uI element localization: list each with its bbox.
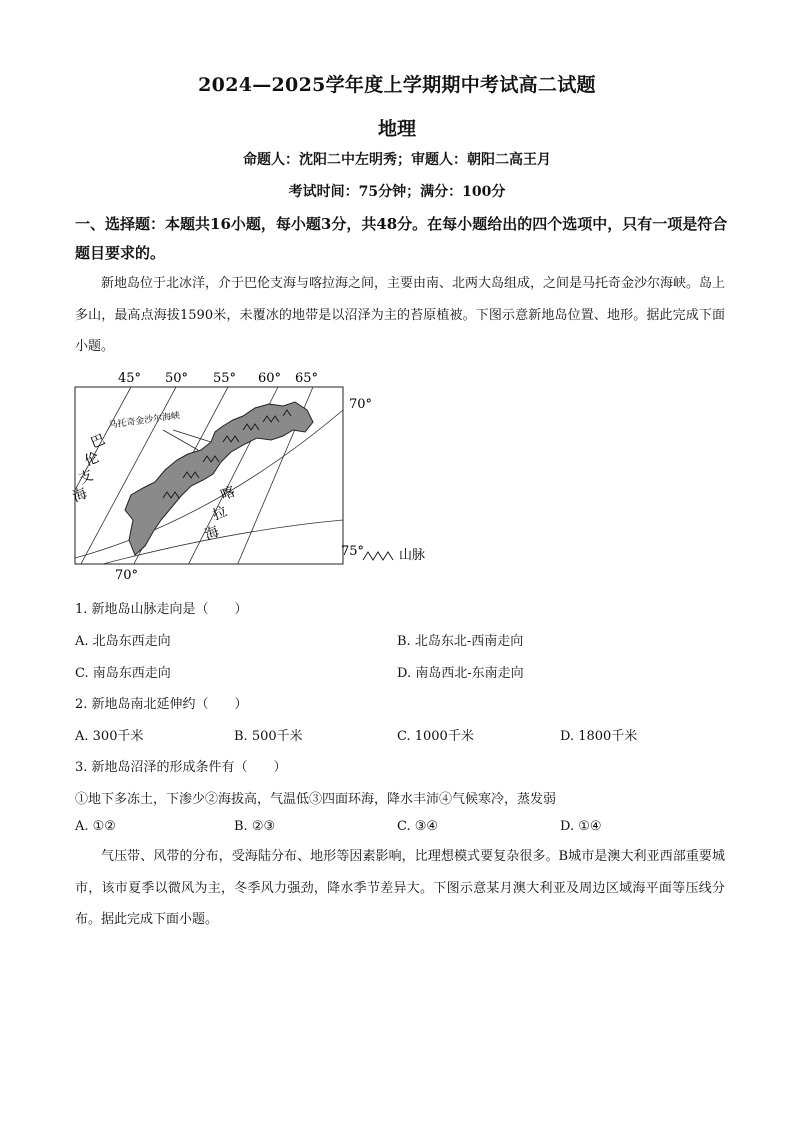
lon-label: 50° xyxy=(165,371,189,386)
svg-text:喀: 喀 xyxy=(218,483,238,504)
lon-label: 55° xyxy=(213,371,237,386)
exam-info-line: 考试时间：75分钟；满分：100分 xyxy=(288,184,506,200)
strait-label: 马托奇金沙尔海峡 xyxy=(108,411,181,431)
subject-title: 地理 xyxy=(377,118,416,140)
q2-option-c[interactable]: C. 1000千米 xyxy=(397,729,474,744)
passage-2: 气压带、风带的分布，受海陆分布、地形等因素影响，比理想模式要复杂很多。B城市是澳大利亚西部重要城市，该市夏季以微风为主，冬季风力强劲，降水季节差异大。下图示意某月澳大利亚及周边区域海平面等压线分布。据此完成下面小题。 xyxy=(75,849,725,927)
q3-option-c[interactable]: C. ③④ xyxy=(397,819,439,834)
question-2-stem: 2. 新地岛南北延伸约（ ） xyxy=(75,697,248,712)
lon-label: 65° xyxy=(295,371,319,386)
passage-1: 新地岛位于北冰洋，介于巴伦支海与喀拉海之间，主要由南、北两大岛组成，之间是马托奇金沙尔海峡。岛上多山，最高点海拔1590米，未覆冰的地带是以沼泽为主的苔原植被。下图示意新地岛位置、地形。据此完成下面小题。 xyxy=(75,276,726,354)
question-3-stem: 3. 新地岛沼泽的形成条件有（ ） xyxy=(75,760,287,775)
q3-option-a[interactable]: A. ①② xyxy=(75,819,116,834)
authors-line: 命题人：沈阳二中左明秀；审题人：朝阳二高王月 xyxy=(243,152,551,168)
lon-label: 45° xyxy=(118,371,142,386)
novaya-zemlya-map xyxy=(70,370,433,585)
q1-option-b[interactable]: B. 北岛东北-西南走向 xyxy=(397,634,524,649)
q3-option-b[interactable]: B. ②③ xyxy=(234,819,276,834)
question-1-stem: 1. 新地岛山脉走向是（ ） xyxy=(75,602,248,617)
lat-label: 75° xyxy=(341,544,365,559)
svg-text:伦: 伦 xyxy=(82,449,102,470)
svg-text:拉: 拉 xyxy=(210,503,230,524)
q1-option-a[interactable]: A. 北岛东西走向 xyxy=(75,634,171,649)
question-3-conditions: ①地下多冻土，下渗少②海拔高，气温低③四面环海，降水丰沛④气候寒冷，蒸发弱 xyxy=(75,792,557,807)
q2-option-d[interactable]: D. 1800千米 xyxy=(560,729,638,744)
legend-mountain-icon xyxy=(363,552,393,560)
svg-text:支: 支 xyxy=(76,467,96,488)
island-shape xyxy=(125,402,313,555)
sea-west-label xyxy=(71,432,108,506)
q2-option-b[interactable]: B. 500千米 xyxy=(234,729,303,744)
lon-label: 60° xyxy=(258,371,282,386)
q1-option-c[interactable]: C. 南岛东西走向 xyxy=(75,666,171,681)
svg-text:海: 海 xyxy=(70,485,90,506)
lat-label: 70° xyxy=(349,397,373,412)
q1-option-d[interactable]: D. 南岛西北-东南走向 xyxy=(397,666,524,681)
lat-label: 70° xyxy=(115,568,139,583)
svg-text:海: 海 xyxy=(202,523,222,544)
section-heading: 一、选择题：本题共16小题，每小题3分，共48分。在每小题给出的四个选项中，只有一项是符合题目要求的。 xyxy=(75,215,728,262)
q2-option-a[interactable]: A. 300千米 xyxy=(75,729,144,744)
exam-title: 2024—2025学年度上学期期中考试高二试题 xyxy=(198,74,596,96)
sea-east-label xyxy=(203,484,238,544)
svg-text:巴: 巴 xyxy=(88,431,108,452)
q3-option-d[interactable]: D. ①④ xyxy=(560,819,602,834)
legend-label: 山脉 xyxy=(399,548,426,563)
